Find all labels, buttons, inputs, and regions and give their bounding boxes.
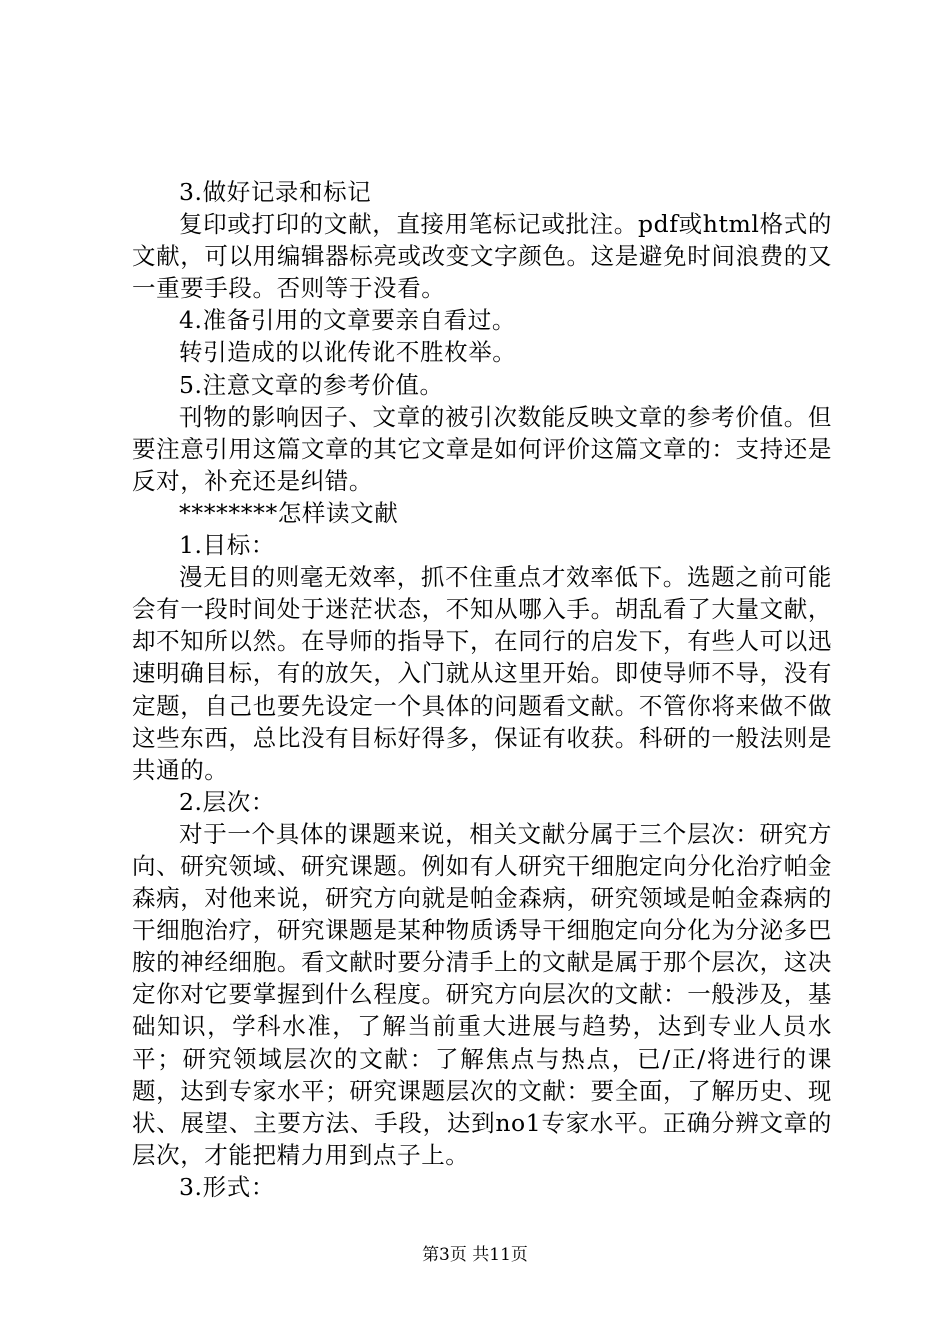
page-number-footer: 第3页 共11页 <box>422 1245 528 1265</box>
paragraph-read-cited-articles: 转引造成的以讹传讹不胜枚举。 <box>179 338 517 367</box>
document-body <box>132 176 832 1203</box>
heading-levels: 2.层次： <box>179 787 275 816</box>
paragraph-levels: 对于一个具体的课题来说，相关文献分属于三个层次：研究方向、研究领域、研究课题。例如有人研究干细胞定向分化治疗帕金森病，对他来说，研究方向就是帕金森病，研究领域是帕金森病的干细胞治疗，研究课题是某种物质诱导干细胞定向分化为分泌多巴胺的神经细胞。看文献时要分清手上的文献是属于那个层次，这决定你对它要掌握到什么程度。研究方向层次的文献：一般涉及，基础知识，学科水准，了解当前重大进展与趋势，达到专业人员水平；研究领域层次的文献：了解焦点与热点，已/正/将进行的课题，达到专家水平；研究课题层次的文献：要全面，了解历史、现状、展望、主要方法、手段，达到no1专家水平。正确分辨文章的层次，才能把精力用到点子上。 <box>132 819 832 1169</box>
section-title-how-to-read: ********怎样读文献 <box>179 498 399 527</box>
paragraph-goal: 漫无目的则毫无效率，抓不住重点才效率低下。选题之前可能会有一段时间处于迷茫状态，不知从哪入手。胡乱看了大量文献，却不知所以然。在导师的指导下，在同行的启发下，有些人可以迅速明确目标，有的放矢，入门就从这里开始。即使导师不导，没有定题，自己也要先设定一个具体的问题看文献。不管你将来做不做这些东西，总比没有目标好得多，保证有收获。科研的一般法则是共通的。 <box>132 563 832 784</box>
heading-reference-value: 5.注意文章的参考价值。 <box>179 370 444 399</box>
paragraph-record-and-mark: 复印或打印的文献，直接用笔标记或批注。pdf或html格式的文献，可以用编辑器标亮或改变文字颜色。这是避免时间浪费的又一重要手段。否则等于没看。 <box>132 210 832 303</box>
heading-record-and-mark: 3.做好记录和标记 <box>179 178 372 206</box>
heading-read-cited-articles: 4.准备引用的文章要亲自看过。 <box>179 306 516 335</box>
paragraph-reference-value: 刊物的影响因子、文章的被引次数能反映文章的参考价值。但要注意引用这篇文章的其它文章是如何评价这篇文章的：支持还是反对，补充还是纠错。 <box>132 402 832 495</box>
heading-goal: 1.目标： <box>179 531 275 560</box>
heading-form: 3.形式： <box>179 1172 275 1201</box>
